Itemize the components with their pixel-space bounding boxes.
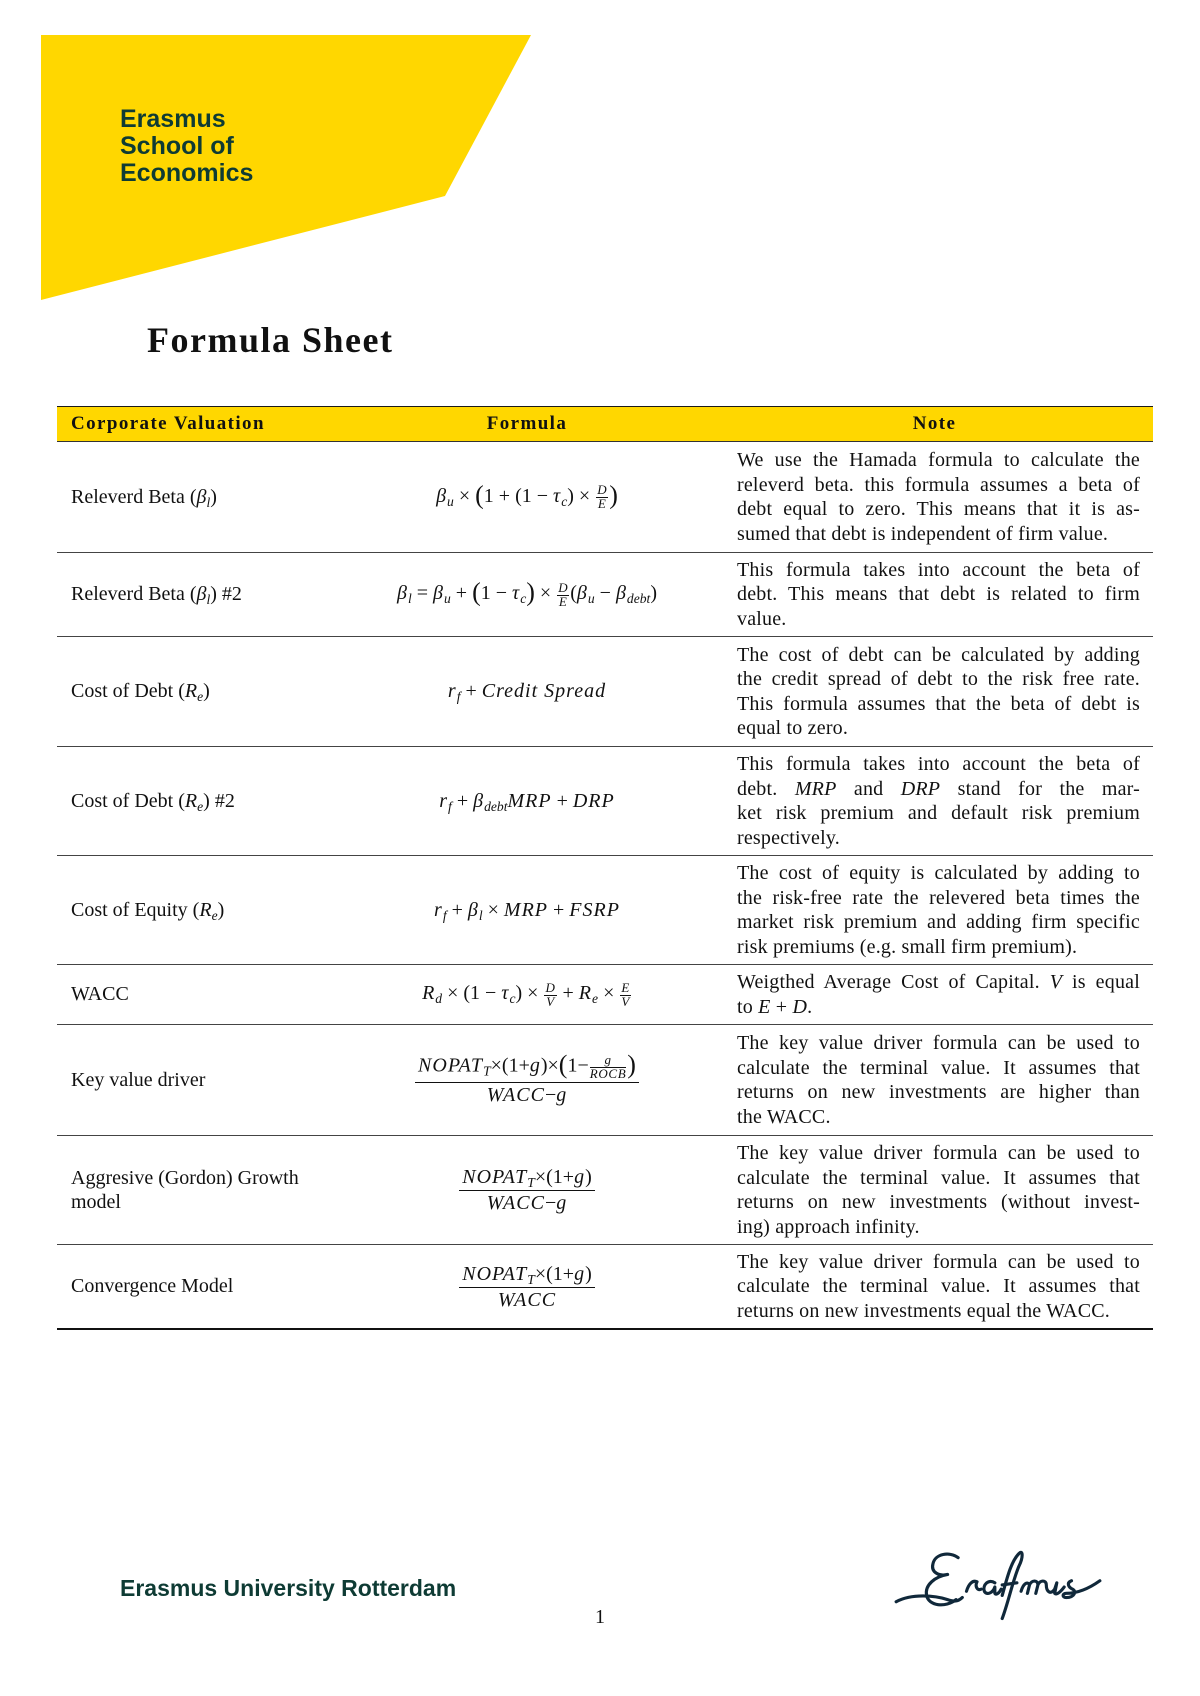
text-run: + (460, 680, 482, 702)
math-variable: DRP (572, 789, 615, 812)
math-variable: E (758, 995, 771, 1018)
math-variable: MRP (507, 789, 552, 812)
math-variable: β (467, 898, 479, 921)
text-run: 1− (567, 1054, 589, 1077)
formula (415, 1050, 639, 1106)
note-line: value. (737, 607, 787, 630)
note-line (737, 970, 1140, 995)
math-variable: Credit Spread (481, 680, 607, 702)
text-run: Releverd Beta ( (71, 485, 197, 508)
note-line: sumed that debt is independent of firm value. (737, 522, 1109, 545)
note-line: This formula takes into account the beta of (737, 558, 1140, 581)
table-row (57, 856, 1153, 965)
math-variable: WACC (486, 1084, 545, 1106)
formula (459, 1166, 594, 1214)
text-run: model (71, 1191, 121, 1213)
text-run: Cost of Equity ( (71, 898, 200, 921)
math-variable: τ (501, 982, 510, 1005)
math-variable: τ (553, 484, 562, 507)
formula-table (57, 406, 1153, 1330)
formula-cell (338, 480, 716, 511)
fraction-denominator (596, 498, 608, 510)
valuation-item-label (71, 1166, 338, 1191)
note-line: calculate the terminal value. It assumes that (737, 1275, 1140, 1298)
note-line: returns on new investments (without invest- (737, 1191, 1140, 1213)
text-run: ) (203, 680, 210, 703)
text-run: ×(1+ (534, 1166, 575, 1188)
subscript: T (527, 1175, 535, 1191)
table-row (57, 1245, 1153, 1330)
note-cell (716, 861, 1153, 959)
math-variable: r (434, 898, 443, 921)
inline-fraction (557, 579, 569, 609)
math-variable: R (578, 982, 593, 1005)
math-variable: β (436, 484, 448, 507)
formula-cell (338, 680, 716, 703)
note-cell (716, 1250, 1153, 1324)
note-line: The key value driver formula can be used to (737, 1250, 1140, 1273)
note-line: calculate the terminal value. It assumes that (737, 1166, 1140, 1189)
text-run: − (544, 1192, 557, 1214)
math-variable: τ (512, 582, 521, 605)
math-variable: g (574, 1262, 586, 1285)
math-variable: β (196, 485, 207, 508)
text-run: Convergence Model (71, 1275, 234, 1298)
math-variable: V (1049, 971, 1063, 993)
table-row (57, 1025, 1153, 1136)
math-variable: V (621, 993, 630, 1009)
text-run: Key value driver (71, 1068, 206, 1091)
text-run: ) #2 (203, 789, 235, 812)
inline-fraction (590, 1054, 627, 1080)
logo-line: School of (120, 132, 234, 160)
text-run: stand for the mar- (940, 777, 1141, 800)
inline-fraction (544, 979, 556, 1009)
valuation-item-label (71, 485, 338, 510)
subscript: u (443, 591, 451, 607)
note-line: releverd beta. this formula assumes a beta of (737, 473, 1140, 496)
table-row (57, 637, 1153, 747)
valuation-item-cell (57, 982, 338, 1007)
large-parenthesis: ) (526, 577, 535, 607)
note-line: risk premiums (e.g. small firm premium). (737, 935, 1078, 958)
subscript: c (520, 591, 527, 607)
text-run: ) × (567, 484, 596, 507)
page-title: Formula Sheet (147, 320, 394, 360)
subscript: f (448, 798, 452, 814)
math-variable: g (556, 1084, 568, 1106)
math-variable: FSRP (569, 898, 620, 921)
text-run: Aggresive (Gordon) Growth (71, 1166, 299, 1189)
column-header-formula: Formula (486, 413, 568, 434)
valuation-item-label (71, 1190, 338, 1215)
valuation-item-cell (57, 679, 338, 704)
large-parenthesis: ( (472, 577, 481, 607)
math-variable: β (196, 583, 207, 606)
note-line: The key value driver formula can be used to (737, 1032, 1140, 1054)
formula (439, 790, 615, 812)
note-cell (716, 752, 1153, 850)
note-cell (716, 1141, 1153, 1239)
note-line: market risk premium and adding firm specific (737, 911, 1140, 933)
subscript: debt (626, 591, 651, 607)
math-variable: R (184, 680, 198, 703)
math-variable: D (558, 579, 569, 595)
text-run: ×(1+ (534, 1262, 575, 1285)
subscript: l (206, 592, 211, 608)
formula (459, 1262, 594, 1311)
note-line: This formula takes into account the beta of (737, 753, 1140, 775)
note-cell (716, 558, 1153, 632)
inline-fraction (596, 484, 608, 510)
large-parenthesis: ) (609, 480, 618, 510)
valuation-item-label (71, 679, 338, 704)
formula (447, 680, 607, 705)
formula (396, 577, 657, 609)
fraction-denominator (557, 593, 569, 609)
table-row (57, 747, 1153, 856)
note-line: ket risk premium and default risk premium (737, 802, 1140, 824)
math-variable: D (545, 979, 556, 995)
math-variable: NOPAT (462, 1166, 528, 1188)
inline-fraction (620, 979, 631, 1009)
note-line: the WACC. (737, 1105, 831, 1128)
fraction (415, 1050, 639, 1106)
math-variable: g (604, 1052, 612, 1067)
math-variable: ROCB (589, 1066, 627, 1081)
note-line: ing) approach infinity. (737, 1215, 920, 1238)
math-variable: WACC (497, 1288, 557, 1311)
valuation-item-cell (57, 1166, 338, 1215)
fraction-denominator (544, 993, 556, 1009)
formula (436, 480, 618, 511)
text-run: − (594, 582, 616, 605)
text-run: ) (217, 898, 225, 921)
formula-cell (338, 790, 716, 813)
formula-cell (338, 1263, 716, 1311)
subscript: d (435, 991, 443, 1007)
text-run: × (1 − (442, 982, 502, 1005)
fraction (459, 1263, 594, 1311)
text-run: debt. (737, 777, 795, 800)
valuation-item-label (71, 1274, 338, 1299)
note-line: the credit spread of debt to the risk free rate. (737, 668, 1140, 690)
valuation-item-cell (57, 1274, 338, 1299)
math-variable: E (597, 496, 607, 511)
subscript: debt (484, 798, 508, 814)
math-variable: NOPAT (418, 1054, 484, 1077)
valuation-item-label (71, 898, 338, 923)
school-logo-text (120, 106, 253, 187)
math-variable: MRP (794, 777, 837, 800)
table-header (57, 406, 1153, 442)
note-line (737, 777, 1140, 802)
valuation-item-label (71, 982, 338, 1007)
math-variable: r (439, 789, 449, 812)
text-run: × (482, 898, 504, 921)
text-run: + (551, 789, 573, 812)
note-line: The cost of debt can be calculated by adding (737, 643, 1140, 666)
valuation-item-label (71, 1068, 338, 1093)
text-run: and (836, 777, 901, 800)
note-cell (716, 970, 1153, 1019)
brand-banner (0, 0, 560, 310)
math-variable: β (396, 582, 408, 605)
text-run: − (544, 1084, 557, 1106)
formula (422, 979, 632, 1009)
note-line: This formula assumes that the beta of debt is (737, 692, 1140, 715)
math-variable: g (529, 1054, 541, 1077)
math-variable: r (447, 680, 457, 702)
text-run: ) (585, 1262, 592, 1285)
text-run: + (446, 898, 468, 921)
subscript: c (509, 991, 516, 1007)
subscript: l (206, 494, 211, 510)
valuation-item-cell (57, 898, 338, 923)
math-variable: E (621, 979, 630, 995)
university-name: Erasmus University Rotterdam (120, 1575, 457, 1601)
note-line: respectively. (737, 826, 840, 849)
note-line: calculate the terminal value. It assumes that (737, 1056, 1140, 1079)
formula-cell (338, 1050, 716, 1106)
math-variable: E (558, 593, 568, 609)
fraction-denominator (415, 1083, 639, 1106)
subscript: l (407, 591, 412, 607)
fraction-numerator (459, 1166, 594, 1191)
large-parenthesis: ( (558, 1050, 568, 1080)
note-line: We use the Hamada formula to calculate the (737, 449, 1140, 471)
math-variable: DRP (900, 777, 941, 800)
text-run: ) (210, 485, 217, 508)
text-run: ) (650, 582, 657, 605)
formula-cell (338, 899, 716, 922)
math-variable: R (184, 789, 198, 812)
note-line: returns on new investments are higher than (737, 1081, 1140, 1103)
math-variable: β (473, 789, 485, 812)
fraction (459, 1166, 594, 1214)
math-variable: WACC (486, 1192, 545, 1214)
math-variable: R (422, 982, 436, 1005)
fraction-denominator (620, 993, 631, 1009)
text-run: ×(1+ (490, 1054, 530, 1077)
text-run: = (411, 582, 434, 605)
math-variable: R (199, 898, 212, 921)
text-run: + (548, 898, 570, 921)
logo-line: Erasmus (120, 105, 226, 133)
text-run: to (737, 995, 759, 1018)
subscript: c (561, 493, 568, 509)
text-run: ( (570, 582, 577, 605)
formula-cell (338, 1166, 716, 1214)
note-line: debt equal to zero. This means that it is as- (737, 498, 1140, 520)
table-row (57, 1136, 1153, 1245)
text-run: Cost of Debt ( (71, 789, 185, 812)
text-run: + (451, 789, 474, 812)
text-run: Cost of Debt ( (71, 680, 185, 703)
note-line: equal to zero. (737, 717, 849, 739)
text-run: )× (540, 1054, 559, 1077)
subscript: e (211, 907, 218, 923)
page-number: 1 (595, 1606, 605, 1628)
large-parenthesis: ) (627, 1050, 636, 1080)
erasmus-signature-logo (893, 1549, 1103, 1623)
text-run: × (453, 484, 476, 507)
math-variable: g (574, 1166, 586, 1188)
text-run: + (557, 982, 579, 1005)
math-variable: D (597, 482, 608, 497)
valuation-item-label (71, 789, 338, 814)
math-variable: D (792, 995, 808, 1018)
text-run: Releverd Beta ( (71, 583, 197, 606)
note-cell (716, 448, 1153, 546)
subscript: l (478, 907, 483, 923)
math-variable: g (556, 1192, 568, 1214)
fraction-denominator (590, 1068, 627, 1080)
formula-cell (338, 577, 716, 609)
text-run: WACC (71, 983, 129, 1006)
valuation-item-cell (57, 1068, 338, 1093)
logo-line: Economics (120, 159, 254, 187)
text-run: 1 + (1 − (483, 484, 554, 507)
note-line: debt. This means that debt is related to firm (737, 583, 1140, 606)
valuation-item-cell (57, 582, 338, 607)
column-header-corporate-valuation: Corporate Valuation (71, 413, 265, 434)
text-run: ) (585, 1166, 592, 1188)
valuation-item-label (71, 582, 338, 607)
formula (434, 899, 620, 921)
text-run: . (807, 995, 813, 1018)
note-line (737, 995, 1140, 1020)
subscript: f (456, 689, 461, 705)
math-variable: V (546, 993, 555, 1009)
text-run: × (534, 582, 557, 605)
table-row (57, 442, 1153, 553)
text-run: is equal (1062, 971, 1140, 993)
fraction-denominator (459, 1191, 594, 1214)
note-cell (716, 643, 1153, 741)
column-header-note: Note (912, 413, 957, 434)
math-variable: β (615, 582, 627, 605)
subscript: e (592, 991, 599, 1007)
subscript: e (197, 689, 204, 705)
math-variable: NOPAT (462, 1262, 528, 1285)
math-variable: β (576, 582, 588, 605)
note-cell (716, 1031, 1153, 1129)
text-run: + (770, 995, 793, 1018)
table-row (57, 965, 1153, 1025)
note-line: the risk-free rate the relevered beta times the (737, 886, 1140, 909)
valuation-item-cell (57, 789, 338, 814)
subscript: f (442, 907, 447, 923)
text-run: ) × (515, 982, 544, 1005)
table-row (57, 553, 1153, 637)
note-line: returns on new investments equal the WACC. (737, 1299, 1110, 1322)
large-parenthesis: ( (475, 480, 484, 510)
note-line: The key value driver formula can be used to (737, 1142, 1140, 1164)
subscript: u (587, 591, 595, 607)
formula-cell (338, 979, 716, 1009)
math-variable: MRP (503, 898, 549, 921)
text-run: Weigthed Average Cost of Capital. (737, 971, 1050, 993)
text-run: 1 − (480, 582, 513, 605)
fraction-denominator (459, 1288, 594, 1311)
subscript: T (527, 1271, 535, 1287)
subscript: T (483, 1063, 491, 1079)
text-run: ) #2 (210, 583, 242, 606)
math-variable: β (433, 582, 444, 605)
text-run: + (450, 582, 473, 605)
table-body (57, 442, 1153, 1330)
fraction-numerator (459, 1263, 594, 1288)
note-line: The cost of equity is calculated by adding to (737, 862, 1140, 884)
text-run: × (598, 982, 620, 1005)
valuation-item-cell (57, 485, 338, 510)
fraction-numerator (415, 1050, 639, 1083)
subscript: e (197, 798, 204, 814)
subscript: u (447, 493, 454, 509)
